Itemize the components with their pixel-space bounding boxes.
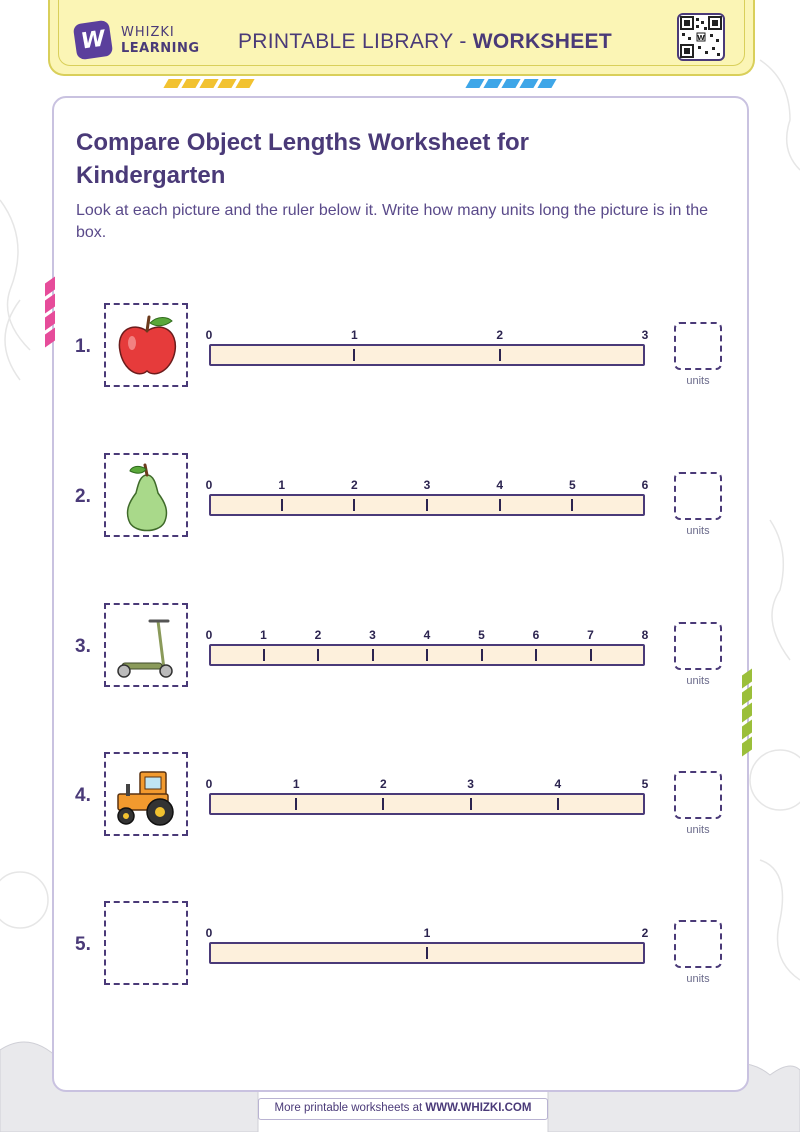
ruler-tick xyxy=(481,649,483,661)
question-number: 2. xyxy=(75,486,91,507)
question-number: 1. xyxy=(75,336,91,357)
ruler-tick-label: 4 xyxy=(423,628,431,642)
ruler-tick xyxy=(382,798,384,810)
question-row xyxy=(0,450,800,540)
ruler-tick-label: 2 xyxy=(350,478,358,492)
logo-letter: W xyxy=(79,25,107,55)
ruler-tick-label: 6 xyxy=(532,628,540,642)
ruler-tick xyxy=(263,649,265,661)
ruler-tick-label: 3 xyxy=(423,478,431,492)
ruler-bar xyxy=(209,344,645,366)
units-label: units xyxy=(686,824,710,836)
header-title-prefix: PRINTABLE LIBRARY - xyxy=(238,30,473,53)
question-number: 4. xyxy=(75,785,91,806)
ruler-tick xyxy=(535,649,537,661)
brand-line-1: WHIZKI xyxy=(121,25,175,40)
ruler-tick xyxy=(470,798,472,810)
ruler-tick xyxy=(353,349,355,361)
units-label: units xyxy=(686,973,710,985)
picture-frame xyxy=(104,752,188,836)
ruler-tick xyxy=(499,499,501,511)
answer-box[interactable] xyxy=(674,472,722,520)
ruler-tick-label: 1 xyxy=(292,777,300,791)
ruler-bar xyxy=(209,644,645,666)
question-row xyxy=(0,300,800,390)
ruler-bar xyxy=(209,494,645,516)
ruler-tick xyxy=(353,499,355,511)
units-label: units xyxy=(686,525,710,537)
ruler-tick-label: 7 xyxy=(587,628,594,642)
ruler-tick-label: 2 xyxy=(314,628,322,642)
header-title xyxy=(238,30,612,54)
answer-box[interactable] xyxy=(674,322,722,370)
ruler-tick xyxy=(557,798,559,810)
units-label: units xyxy=(686,375,710,387)
ruler-tick-label: 0 xyxy=(205,926,213,940)
footer-prefix: More printable worksheets at xyxy=(274,1102,426,1114)
ruler-tick xyxy=(281,499,283,511)
units-label: units xyxy=(686,675,710,687)
ruler-tick xyxy=(426,649,428,661)
whizki-logo xyxy=(73,20,114,61)
ruler-tick-label: 5 xyxy=(568,478,576,492)
ruler-tick-label: 2 xyxy=(496,328,503,342)
ruler-tick xyxy=(295,798,297,810)
ruler-bar xyxy=(209,793,645,815)
ruler-tick xyxy=(571,499,573,511)
question-number: 3. xyxy=(75,636,91,657)
ruler-tick xyxy=(426,947,428,959)
ruler-tick-label: 2 xyxy=(641,926,649,940)
header-title-bold: WORKSHEET xyxy=(472,30,612,53)
ruler-tick-label: 4 xyxy=(496,478,503,492)
brand-name xyxy=(121,25,200,57)
ruler-tick-label: 1 xyxy=(423,926,431,940)
ruler-tick-label: 2 xyxy=(380,777,387,791)
picture-frame xyxy=(104,901,188,985)
picture-frame xyxy=(104,453,188,537)
ruler-tick-label: 3 xyxy=(369,628,376,642)
ruler-tick-label: 1 xyxy=(278,478,285,492)
picture-frame xyxy=(104,603,188,687)
ruler-tick-label: 5 xyxy=(641,777,649,791)
ruler-tick xyxy=(317,649,319,661)
ruler-tick-label: 3 xyxy=(467,777,474,791)
answer-box[interactable] xyxy=(674,622,722,670)
svg-text:W: W xyxy=(697,34,705,42)
ruler-tick-label: 0 xyxy=(205,328,213,342)
ruler-tick xyxy=(372,649,374,661)
ruler-tick-label: 5 xyxy=(478,628,485,642)
answer-box[interactable] xyxy=(674,920,722,968)
ruler-tick-label: 6 xyxy=(641,478,649,492)
ruler-tick-label: 4 xyxy=(554,777,562,791)
ruler-tick-label: 0 xyxy=(205,478,213,492)
yellow-stripes-deco xyxy=(166,79,252,89)
worksheet-title: Compare Object Lengths Worksheet for Kindergarten xyxy=(76,129,529,189)
footer-site[interactable]: WWW.WHIZKI.COM xyxy=(425,1102,532,1114)
ruler-tick-label: 3 xyxy=(641,328,649,342)
ruler-tick-label: 1 xyxy=(350,328,358,342)
brand-line-2: LEARNING xyxy=(121,41,200,56)
qr-code-icon xyxy=(677,13,725,61)
ruler-tick-label: 8 xyxy=(641,628,649,642)
ruler-tick xyxy=(499,349,501,361)
footer-link[interactable] xyxy=(258,1098,548,1120)
ruler-tick xyxy=(590,649,592,661)
worksheet-instructions: Look at each picture and the ruler below it. Write how many units long the picture is in the box. xyxy=(76,202,709,241)
ruler-tick xyxy=(426,499,428,511)
blue-stripes-deco xyxy=(468,79,554,89)
picture-frame xyxy=(104,303,188,387)
ruler-tick-label: 0 xyxy=(205,628,213,642)
question-number: 5. xyxy=(75,934,91,955)
ruler-bar xyxy=(209,942,645,964)
ruler-tick-label: 0 xyxy=(205,777,213,791)
question-row xyxy=(0,749,800,839)
question-row xyxy=(0,898,800,988)
answer-box[interactable] xyxy=(674,771,722,819)
ruler-tick-label: 1 xyxy=(260,628,267,642)
question-row xyxy=(0,600,800,690)
